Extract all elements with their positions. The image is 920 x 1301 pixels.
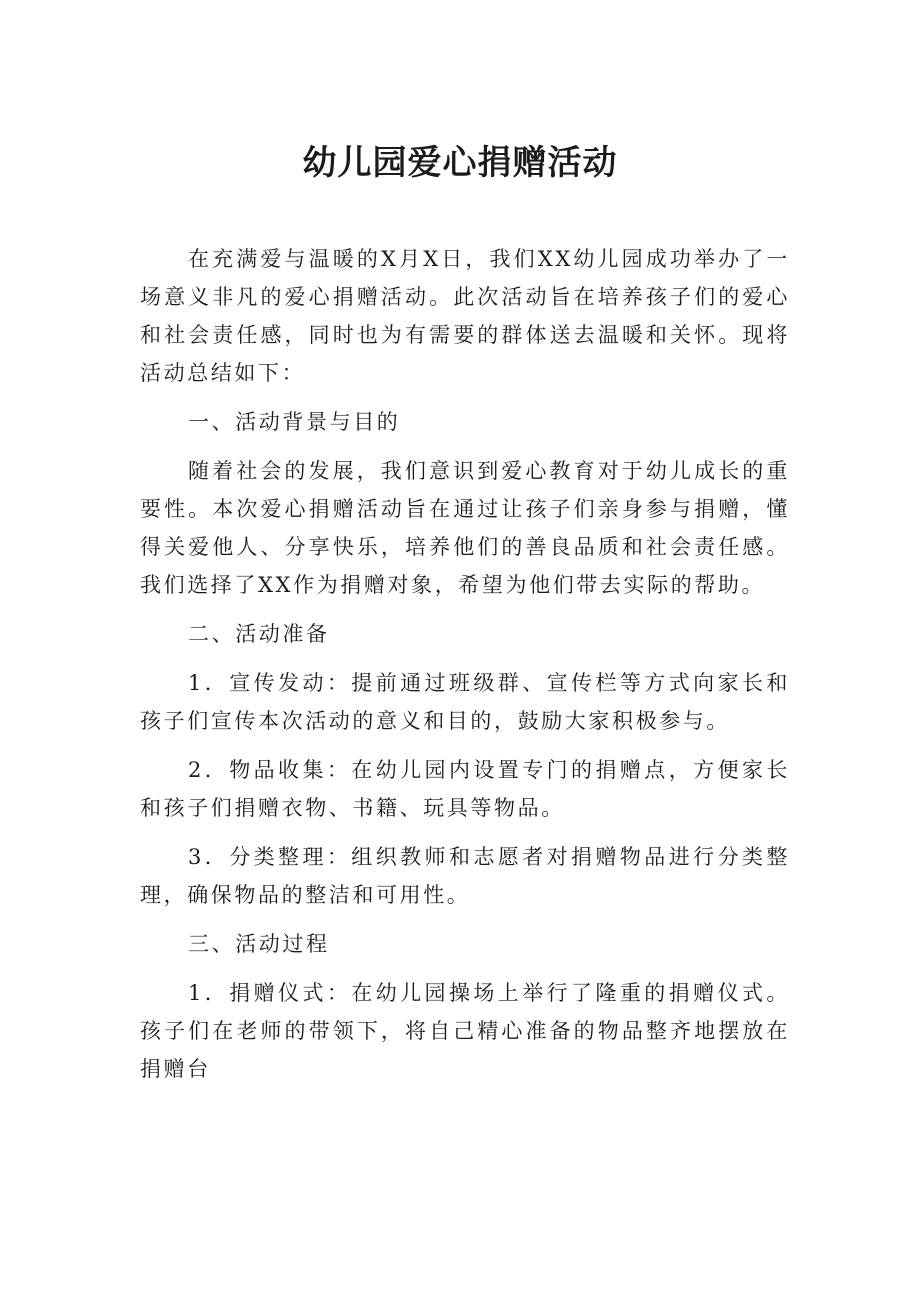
background-paragraph: 随着社会的发展，我们意识到爱心教育对于幼儿成长的重要性。本次爱心捐赠活动旨在通过让孩子们亲身参与捐赠，懂得关爱他人、分享快乐，培养他们的善良品质和社会责任感。我们选择了XX作为捐赠对象，希望为他们带去实际的帮助。 xyxy=(140,459,790,597)
intro-paragraph: 在充满爱与温暖的X月X日，我们XX幼儿园成功举办了一场意义非凡的爱心捐赠活动。此次活动旨在培养孩子们的爱心和社会责任感，同时也为有需要的群体送去温暖和关怀。现将活动总结如下： xyxy=(140,247,790,385)
process-item-1: 1．捐赠仪式：在幼儿园操场上举行了隆重的捐赠仪式。孩子们在老师的带领下，将自己精心准备的物品整齐地摆放在捐赠台 xyxy=(140,981,790,1081)
document-body xyxy=(140,240,790,1099)
preparation-item-3: 3．分类整理：组织教师和志愿者对捐赠物品进行分类整理，确保物品的整洁和可用性。 xyxy=(140,845,790,907)
section-heading-process: 三、活动过程 xyxy=(188,932,330,956)
document-title: 幼儿园爱心捐赠活动 xyxy=(302,143,618,183)
preparation-item-2: 2．物品收集：在幼儿园内设置专门的捐赠点，方便家长和孩子们捐赠衣物、书籍、玩具等物品。 xyxy=(140,758,790,820)
preparation-item-1: 1．宣传发动：提前通过班级群、宣传栏等方式向家长和孩子们宣传本次活动的意义和目的，鼓励大家积极参与。 xyxy=(140,671,790,733)
section-heading-background: 一、活动背景与目的 xyxy=(188,410,401,434)
section-heading-preparation: 二、活动准备 xyxy=(188,622,330,646)
